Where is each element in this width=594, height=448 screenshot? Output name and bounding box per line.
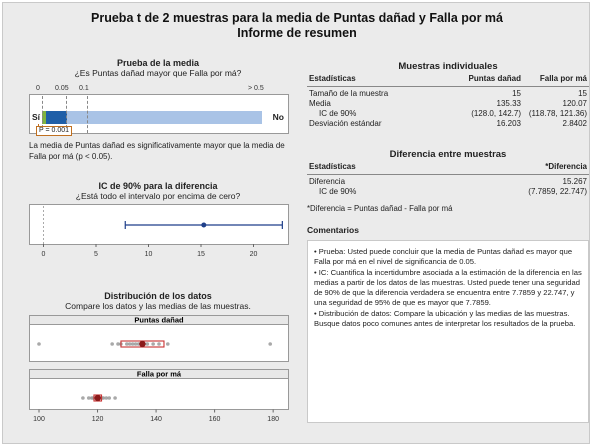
row-value-b: (118.78, 121.36) — [528, 109, 587, 118]
comments-heading: Comentarios — [307, 225, 359, 235]
row-value: (7.7859, 22.747) — [528, 187, 587, 196]
data-point — [145, 342, 149, 346]
ci-heading: IC de 90% para la diferencia — [98, 181, 218, 191]
individual-header — [307, 61, 589, 72]
difference-footnote: *Diferencia = Puntas dañad - Falla por má — [307, 204, 453, 213]
difference-heading: Diferencia entre muestras — [389, 149, 507, 160]
ci-question: ¿Está todo el intervalo por encima de cero? — [75, 191, 241, 201]
p-value-label: P = 0.001 — [36, 126, 72, 136]
data-point — [110, 342, 114, 346]
mean-test-heading: Prueba de la media — [116, 58, 200, 68]
difference-col-val: *Diferencia — [545, 162, 587, 171]
row-value-a: 16.203 — [496, 119, 521, 128]
data-point — [157, 342, 161, 346]
dist-panel-2-label: Falla por má — [136, 369, 182, 379]
dist-tick-label: 140 — [150, 416, 162, 423]
individual-heading: Muestras individuales — [398, 61, 498, 72]
ci-estimate-point — [201, 223, 206, 228]
no-label: No — [272, 112, 284, 122]
row-label: Desviación estándar — [309, 119, 382, 128]
report-subtitle: Informe de resumen — [237, 26, 357, 40]
difference-rows — [307, 177, 589, 199]
data-point — [166, 342, 170, 346]
mean-marker — [139, 341, 145, 347]
p-scale-tick-01: 0.1 — [79, 85, 89, 92]
row-value-a: 135.33 — [496, 99, 521, 108]
data-point — [107, 396, 111, 400]
data-point — [151, 342, 155, 346]
mean-test-conclusion: La media de Puntas dañad es significativamente mayor que la media de Falla por má (p < 0.05). — [29, 141, 285, 161]
data-point — [268, 342, 272, 346]
row-value-b: 15 — [578, 89, 587, 98]
individual-col-stat: Estadísticas — [309, 74, 356, 83]
mean-test-header — [23, 58, 293, 78]
difference-col-stat: Estadísticas — [309, 162, 356, 171]
report-frame — [2, 2, 590, 444]
comment-ci: • IC: Cuantifica la incertidumbre asociada a la estimación de la diferencia en las medias a partir de los datos de las muestras. Usted puede tener una seguridad de 90% de que la diferencia verdadera se encuentra entre 7.7859 y 22.747, y una seguridad de 95% de que es mayor que 7.7859. — [314, 267, 582, 308]
comment-distribution: • Distribución de datos: Compare la ubicación y las medias de las muestras. Busque datos poco comunes antes de interpretar los resultados de la prueba. — [314, 308, 576, 329]
individual-rule — [307, 86, 589, 87]
ci-axis — [42, 244, 258, 258]
p-bar-blue-dark — [46, 111, 67, 124]
ci-tick-label: 5 — [94, 251, 98, 258]
row-label: Diferencia — [309, 177, 346, 186]
data-point — [113, 396, 117, 400]
dist-tick-label: 100 — [33, 416, 45, 423]
comment-test: • Prueba: Usted puede concluir que la media de Puntas dañad es mayor que Falla por má en el nivel de significancia de 0.05. — [314, 247, 573, 267]
dist-chart — [29, 315, 289, 425]
difference-header — [307, 149, 589, 160]
individual-rows — [307, 89, 589, 139]
dist-heading: Distribución de los datos — [104, 291, 212, 301]
row-label: Tamaño de la muestra — [309, 89, 389, 98]
difference-table — [307, 161, 589, 173]
dist-tick-label: 180 — [267, 416, 279, 423]
dist-axis — [33, 410, 279, 424]
ci-tick-label: 15 — [197, 251, 205, 258]
comments-box — [307, 240, 589, 423]
row-value-a: 15 — [512, 89, 521, 98]
row-label: IC de 90% — [319, 109, 357, 118]
dist-tick-label: 120 — [91, 416, 104, 423]
ci-tick-label: 10 — [144, 251, 153, 258]
data-point — [37, 342, 41, 346]
p-scale-tick-05: > 0.5 — [248, 85, 264, 92]
p-scale-tick-005: 0.05 — [55, 85, 69, 92]
individual-col-a: Puntas dañad — [468, 74, 521, 83]
dist-panel-1-label: Puntas dañad — [134, 315, 184, 325]
dist-subheading: Compare los datos y las medias de las muestras. — [65, 301, 251, 311]
ci-chart — [29, 204, 289, 262]
p-value-scale — [29, 94, 289, 134]
difference-rule — [307, 174, 589, 175]
row-label: Media — [309, 99, 331, 108]
individual-col-b: Falla por má — [539, 74, 587, 83]
ci-tick-label: 20 — [249, 251, 258, 258]
row-label: IC de 90% — [319, 187, 357, 196]
report-title: Prueba t de 2 muestras para la media de Puntas dañad y Falla por má — [91, 11, 503, 25]
row-value-b: 2.8402 — [562, 119, 587, 128]
row-value-a: (128.0, 142.7) — [471, 109, 521, 118]
dist-header — [23, 291, 293, 311]
p-bar-blue-light — [67, 111, 262, 124]
p-divider-01 — [87, 96, 88, 133]
ci-tick-label: 0 — [41, 251, 46, 258]
row-value: 15.267 — [562, 177, 587, 186]
dist-tick-label: 160 — [208, 416, 221, 423]
mean-marker — [95, 395, 101, 401]
p-scale-tick-0: 0 — [36, 85, 40, 92]
data-point — [81, 396, 85, 400]
yes-label: Sí — [32, 112, 41, 122]
ci-header — [23, 181, 293, 201]
row-value-b: 120.07 — [562, 99, 587, 108]
mean-test-question: ¿Es Puntas dañad mayor que Falla por má? — [74, 68, 242, 78]
